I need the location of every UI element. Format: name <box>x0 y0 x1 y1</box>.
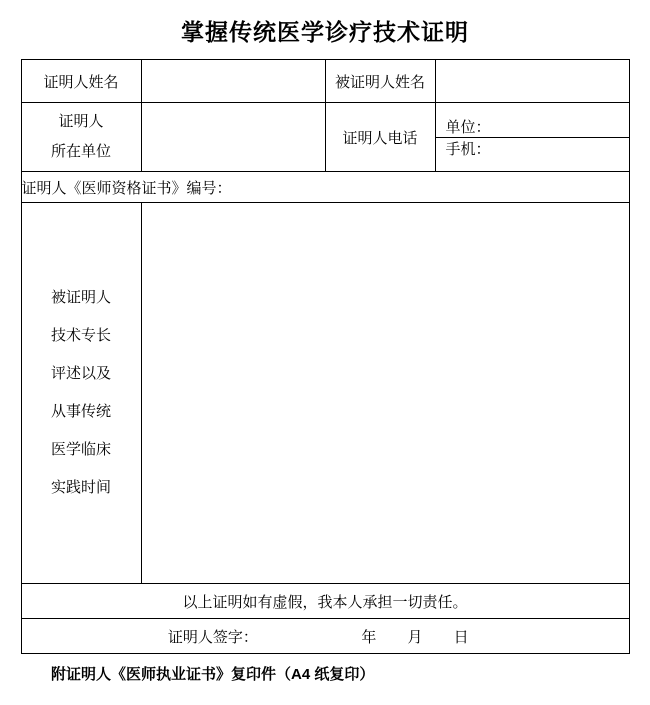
certifier-unit-label <box>21 103 141 172</box>
date-month-label: 月 <box>407 628 423 646</box>
expertise-label-line-2: 技术专长 <box>50 327 111 344</box>
certified-name-input[interactable] <box>435 60 629 103</box>
date-day-label: 日 <box>453 628 469 646</box>
table-row-statement <box>21 584 629 619</box>
expertise-label-line-5: 医学临床 <box>50 441 111 458</box>
date-year-label: 年 <box>361 628 377 646</box>
signature-row <box>21 619 629 654</box>
table-row-signature <box>21 619 629 654</box>
license-number-row[interactable] <box>21 172 629 203</box>
phone-group <box>435 103 629 172</box>
phone-unit-row[interactable] <box>436 116 629 138</box>
table-row-names <box>21 60 629 103</box>
signature-label[interactable]: 证明人签字： <box>167 628 258 646</box>
certificate-table <box>21 59 630 654</box>
license-number-label: 证明人《医师资格证书》编号： <box>21 179 232 197</box>
expertise-label-line-1: 被证明人 <box>50 289 111 306</box>
certifier-unit-input[interactable] <box>141 103 325 172</box>
phone-mobile-row[interactable] <box>436 138 629 159</box>
signature-inner <box>22 626 629 647</box>
phone-stack <box>436 116 629 159</box>
certified-name-label: 被证明人姓名 <box>325 60 435 103</box>
phone-unit-label: 单位： <box>445 118 491 136</box>
expertise-textarea[interactable] <box>141 203 629 584</box>
table-row-expertise <box>21 203 629 584</box>
table-row-license <box>21 172 629 203</box>
expertise-label-line-3: 评述以及 <box>50 365 111 382</box>
certifier-name-input[interactable] <box>141 60 325 103</box>
expertise-label <box>21 203 141 584</box>
certifier-name-label: 证明人姓名 <box>21 60 141 103</box>
certifier-phone-label: 证明人电话 <box>325 103 435 172</box>
certifier-unit-label-line1: 证明人 <box>58 113 104 130</box>
footnote: 附证明人《医师执业证书》复印件（A4 纸复印） <box>51 666 375 683</box>
expertise-label-line-4: 从事传统 <box>50 403 111 420</box>
page-title: 掌握传统医学诊疗技术证明 <box>181 19 469 45</box>
signature-date[interactable] <box>348 626 482 647</box>
expertise-label-line-6: 实践时间 <box>50 479 111 496</box>
statement-text: 以上证明如有虚假，我本人承担一切责任。 <box>21 584 629 619</box>
certifier-unit-label-line2: 所在单位 <box>50 143 111 160</box>
table-row-unit-phone <box>21 103 629 172</box>
phone-mobile-label: 手机： <box>445 140 491 158</box>
